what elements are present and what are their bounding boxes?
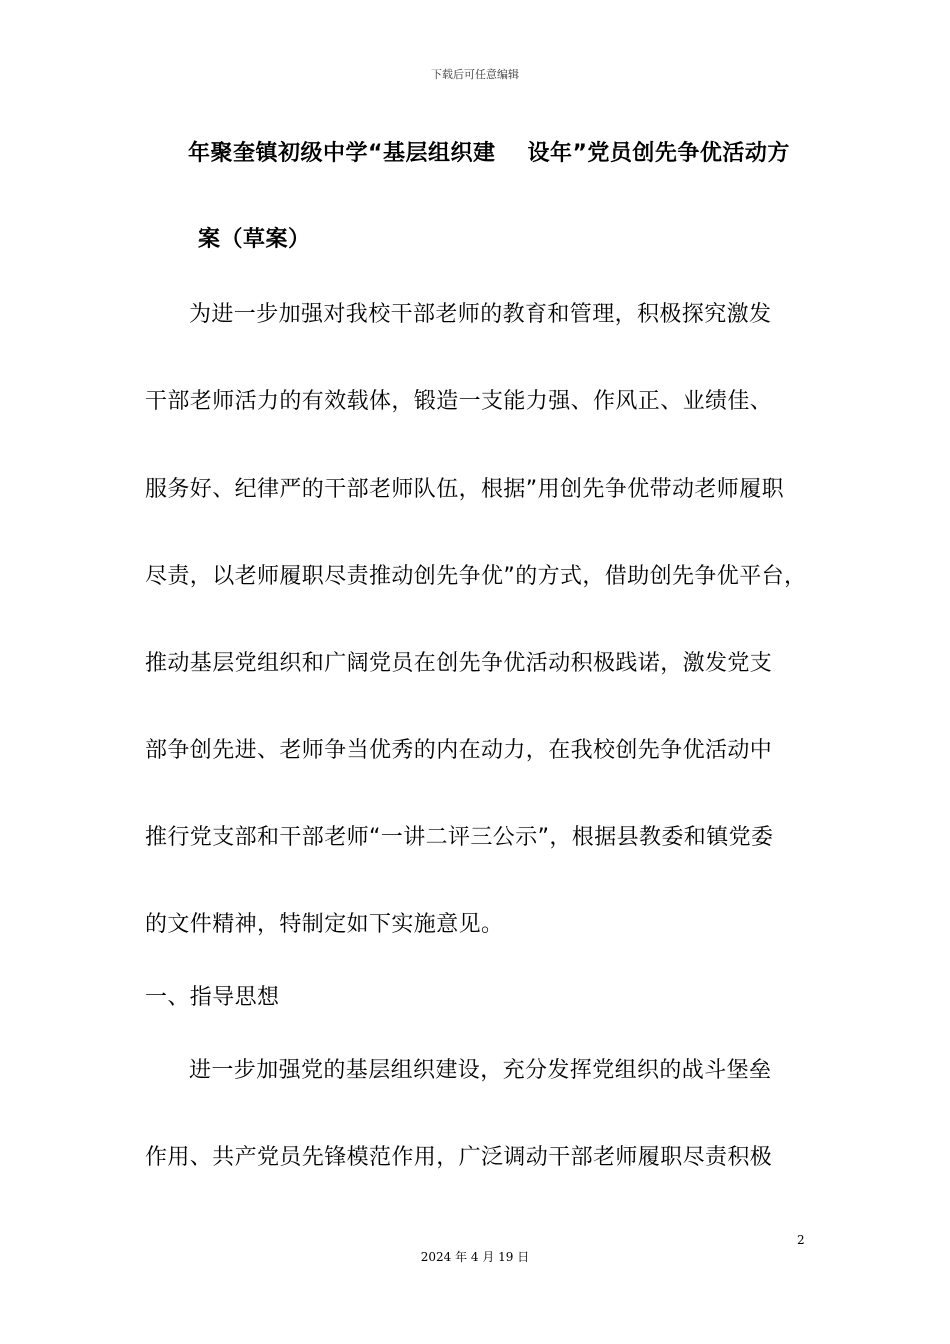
intro-paragraph-line: 为进一步加强对我校干部老师的教育和管理，积极探究激发 — [189, 302, 772, 327]
document-title-line-2: 案（草案） — [198, 227, 311, 252]
section-paragraph-line: 作用、共产党员先锋模范作用，广泛调动干部老师履职尽责积极 — [145, 1145, 773, 1170]
section-heading: 一、指导思想 — [145, 985, 280, 1010]
intro-paragraph-line: 推动基层党组织和广阔党员在创先争优活动积极践诺，激发党支 — [145, 651, 773, 676]
intro-paragraph-line: 推行党支部和干部老师“一讲二评三公示”，根据县教委和镇党委 — [145, 825, 774, 850]
document-title-part-1: 年聚奎镇初级中学“基层组织建 — [188, 141, 496, 166]
page-number: 2 — [797, 1233, 805, 1247]
intro-paragraph-line: 的文件精神，特制定如下实施意见。 — [145, 912, 504, 937]
section-paragraph-line: 进一步加强党的基层组织建设，充分发挥党组织的战斗堡垒 — [189, 1058, 772, 1083]
document-title-part-2: 设年”党员创先争优活动方 — [527, 141, 790, 166]
intro-paragraph-line: 尽责，以老师履职尽责推动创先争优”的方式，借助创先争优平台， — [145, 564, 807, 589]
footer-date: 2024 年 4 月 19 日 — [420, 1250, 530, 1264]
intro-paragraph-line: 服务好、纪律严的干部老师队伍，根据”用创先争优带动老师履职 — [145, 477, 784, 502]
header-note: 下载后可任意编辑 — [431, 68, 519, 81]
intro-paragraph-line: 部争创先进、老师争当优秀的内在动力，在我校创先争优活动中 — [145, 738, 773, 763]
document-title-line-1 — [188, 136, 828, 167]
intro-paragraph-line: 干部老师活力的有效载体，锻造一支能力强、作风正、业绩佳、 — [145, 389, 773, 414]
